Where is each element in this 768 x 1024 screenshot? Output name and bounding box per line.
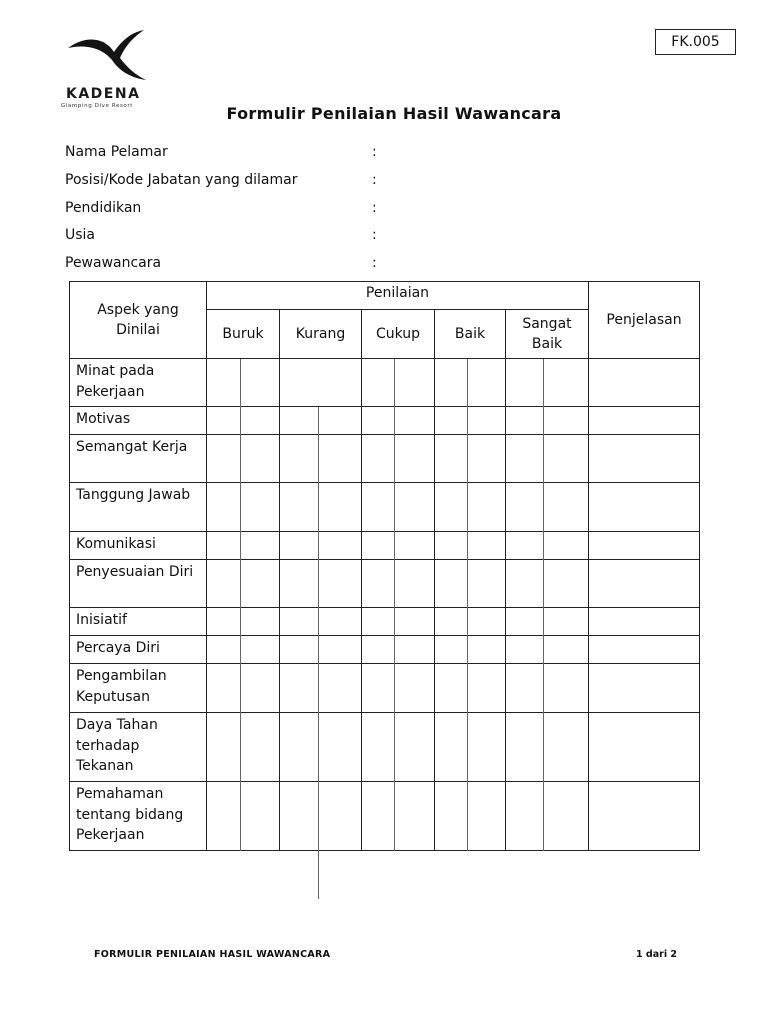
rating-cell[interactable] bbox=[280, 532, 362, 560]
rating-cell[interactable] bbox=[506, 713, 589, 782]
stray-line bbox=[543, 359, 544, 851]
table-row bbox=[70, 608, 700, 636]
footer-page-number: 1 dari 2 bbox=[636, 949, 677, 960]
field-colon: : bbox=[372, 171, 377, 188]
field-colon: : bbox=[372, 227, 377, 244]
rating-cell[interactable] bbox=[506, 407, 589, 435]
table-row bbox=[70, 560, 700, 608]
field-label: Pendidikan bbox=[65, 199, 142, 216]
rating-col-cukup: Cukup bbox=[362, 310, 435, 359]
rating-cell[interactable] bbox=[280, 560, 362, 608]
aspect-label: Tanggung Jawab bbox=[70, 483, 207, 532]
explanation-cell[interactable] bbox=[589, 407, 700, 435]
aspect-label: Motivas bbox=[70, 407, 207, 435]
rating-cell[interactable] bbox=[435, 435, 506, 483]
rating-cell[interactable] bbox=[435, 664, 506, 713]
rating-cell[interactable] bbox=[362, 608, 435, 636]
aspect-label: Percaya Diri bbox=[70, 636, 207, 664]
rating-cell[interactable] bbox=[207, 636, 280, 664]
stray-line bbox=[318, 407, 319, 899]
rating-cell[interactable] bbox=[435, 407, 506, 435]
rating-cell[interactable] bbox=[362, 713, 435, 782]
explanation-cell[interactable] bbox=[589, 782, 700, 851]
aspect-label: Pengambilan Keputusan bbox=[70, 664, 207, 713]
form-code-box: FK.005 bbox=[655, 29, 736, 55]
stray-line bbox=[467, 359, 468, 851]
assessment-table bbox=[69, 281, 700, 851]
table-row bbox=[70, 435, 700, 483]
explanation-cell[interactable] bbox=[589, 713, 700, 782]
aspect-label: Penyesuaian Diri bbox=[70, 560, 207, 608]
rating-cell[interactable] bbox=[362, 636, 435, 664]
rating-cell[interactable] bbox=[362, 435, 435, 483]
explanation-cell[interactable] bbox=[589, 636, 700, 664]
rating-cell[interactable] bbox=[506, 608, 589, 636]
rating-cell[interactable] bbox=[506, 560, 589, 608]
rating-cell[interactable] bbox=[362, 359, 435, 407]
stray-line bbox=[394, 359, 395, 851]
explanation-cell[interactable] bbox=[589, 560, 700, 608]
aspect-label: Pemahaman tentang bidang Pekerjaan bbox=[70, 782, 207, 851]
rating-col-sangat-baik: Sangat Baik bbox=[506, 310, 589, 359]
table-row bbox=[70, 636, 700, 664]
table-row bbox=[70, 664, 700, 713]
field-label: Usia bbox=[65, 227, 96, 244]
rating-cell[interactable] bbox=[506, 435, 589, 483]
rating-cell[interactable] bbox=[506, 664, 589, 713]
rating-cell[interactable] bbox=[280, 483, 362, 532]
rating-cell[interactable] bbox=[435, 560, 506, 608]
explanation-cell[interactable] bbox=[589, 483, 700, 532]
rating-cell[interactable] bbox=[280, 664, 362, 713]
rating-cell[interactable] bbox=[207, 359, 280, 407]
rating-cell[interactable] bbox=[207, 664, 280, 713]
field-colon: : bbox=[372, 199, 377, 216]
field-colon: : bbox=[372, 255, 377, 271]
explanation-cell[interactable] bbox=[589, 532, 700, 560]
rating-cell[interactable] bbox=[207, 483, 280, 532]
rating-cell[interactable] bbox=[207, 782, 280, 851]
rating-cell[interactable] bbox=[435, 359, 506, 407]
rating-cell[interactable] bbox=[280, 359, 362, 407]
rating-cell[interactable] bbox=[506, 782, 589, 851]
company-logo bbox=[58, 28, 158, 114]
rating-cell[interactable] bbox=[506, 636, 589, 664]
table-row bbox=[70, 483, 700, 532]
rating-cell[interactable] bbox=[435, 483, 506, 532]
rating-cell[interactable] bbox=[435, 608, 506, 636]
rating-cell[interactable] bbox=[435, 636, 506, 664]
rating-cell[interactable] bbox=[435, 782, 506, 851]
rating-cell[interactable] bbox=[280, 435, 362, 483]
aspect-label: Semangat Kerja bbox=[70, 435, 207, 483]
field-label: Pewawancara bbox=[65, 255, 162, 271]
bird-logo-icon bbox=[66, 28, 150, 84]
explanation-header: Penjelasan bbox=[589, 282, 700, 359]
explanation-cell[interactable] bbox=[589, 664, 700, 713]
rating-cell[interactable] bbox=[280, 608, 362, 636]
rating-col-baik: Baik bbox=[435, 310, 506, 359]
explanation-cell[interactable] bbox=[589, 608, 700, 636]
rating-cell[interactable] bbox=[280, 636, 362, 664]
rating-cell[interactable] bbox=[207, 532, 280, 560]
field-colon: : bbox=[372, 144, 377, 160]
table-row bbox=[70, 359, 700, 407]
explanation-cell[interactable] bbox=[589, 435, 700, 483]
explanation-cell[interactable] bbox=[589, 359, 700, 407]
rating-cell[interactable] bbox=[362, 407, 435, 435]
rating-cell[interactable] bbox=[435, 532, 506, 560]
rating-col-buruk: Buruk bbox=[207, 310, 280, 359]
stray-line bbox=[240, 359, 241, 851]
field-label: Nama Pelamar bbox=[65, 144, 168, 160]
brand-tagline: Glamping Dive Resort bbox=[61, 103, 134, 109]
rating-cell[interactable] bbox=[506, 359, 589, 407]
rating-cell[interactable] bbox=[362, 664, 435, 713]
aspect-label: Inisiatif bbox=[70, 608, 207, 636]
rating-cell[interactable] bbox=[207, 608, 280, 636]
rating-cell[interactable] bbox=[207, 407, 280, 435]
aspect-header: Aspek yang Dinilai bbox=[70, 282, 207, 359]
rating-cell[interactable] bbox=[280, 713, 362, 782]
rating-cell[interactable] bbox=[280, 782, 362, 851]
rating-cell[interactable] bbox=[362, 483, 435, 532]
rating-col-kurang: Kurang bbox=[280, 310, 362, 359]
table-row bbox=[70, 532, 700, 560]
rating-cell[interactable] bbox=[362, 560, 435, 608]
rating-cell[interactable] bbox=[207, 713, 280, 782]
rating-cell[interactable] bbox=[506, 483, 589, 532]
rating-cell[interactable] bbox=[362, 532, 435, 560]
table-row bbox=[70, 713, 700, 782]
aspect-label: Daya Tahan terhadap Tekanan bbox=[70, 713, 207, 782]
rating-cell[interactable] bbox=[207, 560, 280, 608]
aspect-label: Komunikasi bbox=[70, 532, 207, 560]
rating-header: Penilaian bbox=[207, 282, 589, 310]
rating-cell[interactable] bbox=[362, 782, 435, 851]
field-label: Posisi/Kode Jabatan yang dilamar bbox=[65, 171, 298, 188]
form-title: Formulir Penilaian Hasil Wawancara bbox=[226, 104, 562, 123]
rating-cell[interactable] bbox=[435, 713, 506, 782]
rating-cell[interactable] bbox=[506, 532, 589, 560]
footer-document-name: FORMULIR PENILAIAN HASIL WAWANCARA bbox=[94, 949, 331, 960]
brand-name: KADENA bbox=[66, 86, 141, 102]
aspect-label: Minat pada Pekerjaan bbox=[70, 359, 207, 407]
rating-cell[interactable] bbox=[207, 435, 280, 483]
table-row bbox=[70, 782, 700, 851]
table-row bbox=[70, 407, 700, 435]
rating-cell[interactable] bbox=[280, 407, 362, 435]
